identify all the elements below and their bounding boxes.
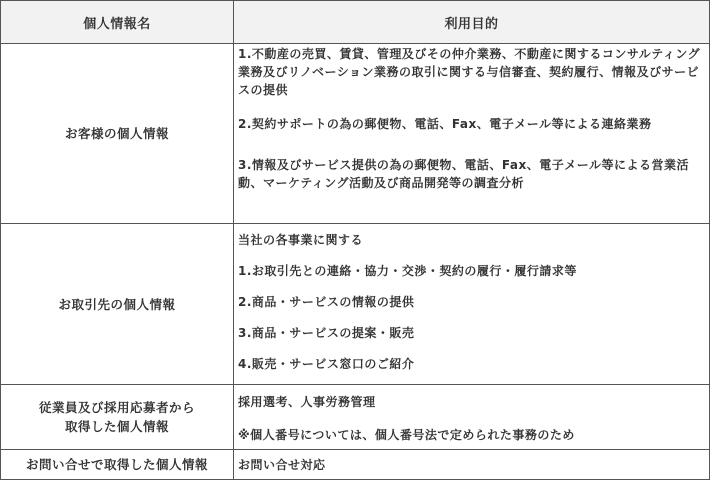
table-row <box>1 450 710 480</box>
category-customer: お客様の個人情報 <box>1 44 234 224</box>
table-row <box>1 224 710 385</box>
category-employee-line2: 取得した個人情報 <box>64 419 169 434</box>
purpose-item: 4.販売・サービス窓口のご紹介 <box>238 357 415 371</box>
header-info-name: 個人情報名 <box>1 1 234 44</box>
purpose-item: 3.商品・サービスの提案・販売 <box>238 326 415 340</box>
category-employee <box>1 385 234 450</box>
purpose-item: 採用選考、人事労務管理 <box>238 395 376 409</box>
purpose-item: お問い合せ対応 <box>238 457 326 472</box>
purpose-cell-employee <box>234 385 710 450</box>
category-employee-line1: 従業員及び採用応募者から <box>38 400 195 415</box>
table-header-row <box>1 1 710 44</box>
purpose-item: 2.商品・サービスの情報の提供 <box>238 295 415 309</box>
table-row <box>1 44 710 224</box>
purpose-cell-partner <box>234 224 710 385</box>
purpose-item: 当社の各事業に関する <box>238 233 364 247</box>
purpose-item: ※個人番号については、個人番号法で定められた事務のため <box>238 428 575 442</box>
purpose-item: 1.不動産の売買、賃貸、管理及びその仲介業務、不動産に関するコンサルティング業務及びリノベーション業務の取引に関する与信審査、契約履行、情報及びサービスの提供 <box>238 47 701 97</box>
purpose-item: 3.情報及びサービス提供の為の郵便物、電話、Fax、電子メール等による営業活動、マーケティング活動及び商品開発等の調査分析 <box>238 158 690 190</box>
header-purpose: 利用目的 <box>234 1 710 44</box>
table-row <box>1 385 710 450</box>
purpose-cell-customer <box>234 44 710 224</box>
category-inquiry: お問い合せで取得した個人情報 <box>1 450 234 480</box>
purpose-cell-inquiry <box>234 450 710 480</box>
purpose-item: 1.お取引先との連絡・協力・交渉・契約の履行・履行請求等 <box>238 264 577 278</box>
purpose-item: 2.契約サポートの為の郵便物、電話、Fax、電子メール等による連絡業務 <box>238 117 652 131</box>
category-business-partner: お取引先の個人情報 <box>1 224 234 385</box>
